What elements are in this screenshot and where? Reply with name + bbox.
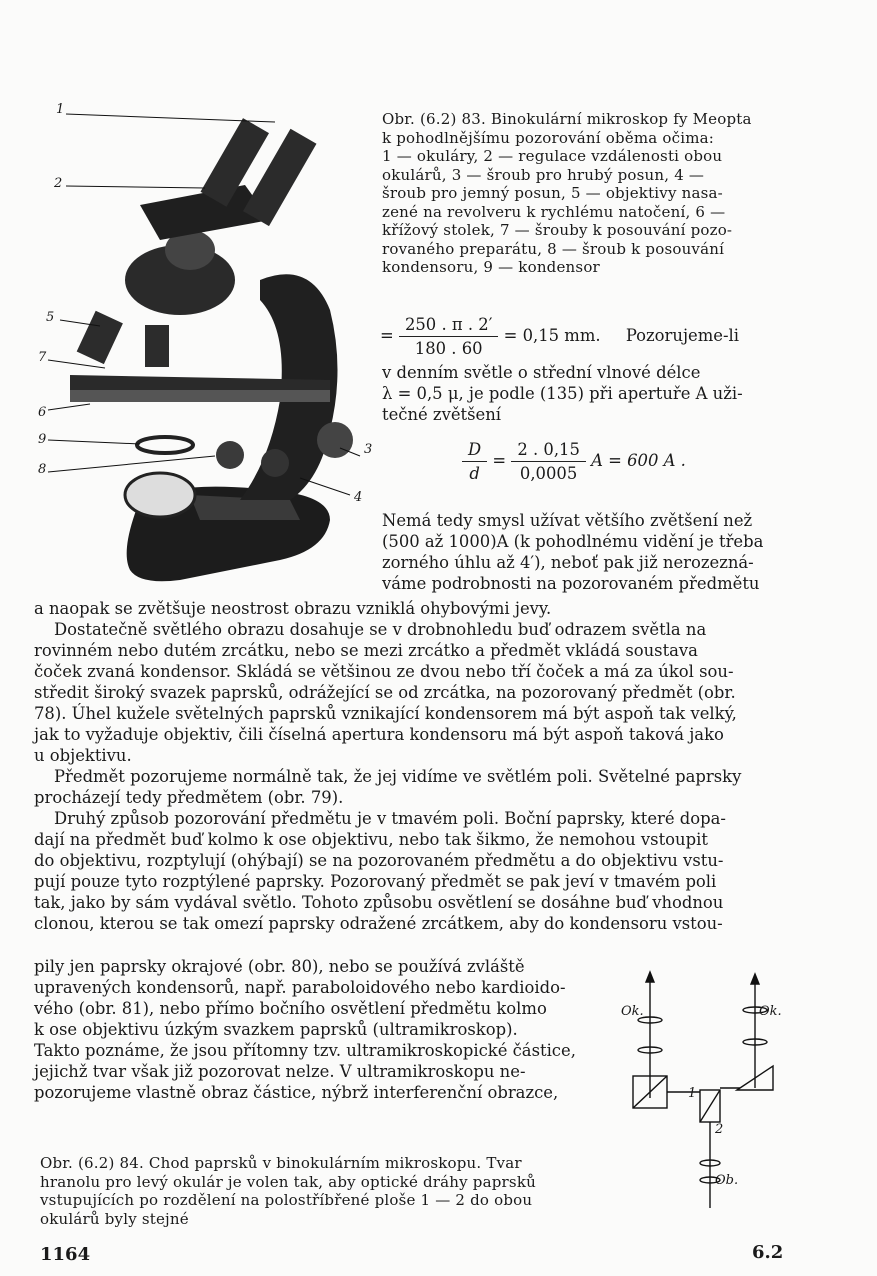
text-line: tečné zvětšení [382,405,502,424]
fig84-caption [40,1154,600,1228]
text-line: dají na předmět buď kolmo k ose objektivu, nebo tak šikmo, že nemohou vstoupit [34,830,708,849]
text-line: vého (obr. 81), nebo přímo bočního osvětlení předmětu kolmo [34,999,547,1018]
page-number: 1164 [40,1244,91,1265]
full-width-text [34,598,784,934]
fig83-caption [382,110,782,277]
fig84-label-ok-right: Ok. [759,1004,782,1019]
eq2-lhs-num: D [462,440,487,462]
microscope-figure [30,100,380,590]
optical-path-figure [615,968,815,1213]
fig83-label-6: 6 [38,405,47,420]
eq2-rhs [511,440,586,483]
eq1-numerator: 250 . π . 2′ [399,315,498,337]
text-line: a naopak se zvětšuje neostrost obrazu vzniklá ohybovými jevy. [34,599,552,618]
fig83-label-4: 4 [354,490,363,505]
caption-line: Obr. (6.2) 84. Chod paprsků v binokulárním mikroskopu. Tvar [40,1154,522,1172]
caption-line: 1 — okuláry, 2 — regulace vzdálenosti obou [382,147,723,165]
narrow-paragraph [382,510,782,594]
fig83-label-7: 7 [38,350,47,365]
text-line: rovinném nebo dutém zrcátku, nebo se mezi zrcátko a předmět vkládá soustava [34,641,698,660]
text-line: (500 až 1000)A (k pohodlnému vidění je třeba [382,532,764,551]
fig83-label-9: 9 [38,432,47,447]
text-line: středit široký svazek paprsků, odrážející se od zrcátka, na pozorovaný předmět (obr. [34,683,736,702]
eq2-rhs-den: 0,0005 [519,464,578,483]
eq1-denominator: 180 . 60 [414,339,483,358]
eq2-tail: A = 600 A . [591,451,686,470]
text-line: jejichž tvar však již pozorovat nelze. V ultramikroskopu ne- [34,1062,526,1081]
caption-line: šroub pro jemný posun, 5 — objektivy nasa- [382,184,723,202]
microscope-drawing [30,100,380,590]
equation-2: $\frac{D}{d}$ = $\frac{2 . 0,15}{0,0005}$ A = 600 A . [462,440,686,483]
section-number: 6.2 [752,1242,784,1263]
fig84-label-ok-left: Ok. [621,1004,644,1019]
text-line: pozorujeme vlastně obraz částice, nýbrž interferenční obrazce, [34,1083,559,1102]
text-line: Předmět pozorujeme normálně tak, že jej vidíme ve světlém poli. Světelné paprsky [54,767,742,786]
fig84-label-ob: Ob. [715,1173,739,1188]
text-line: zorného úhlu až 4′), neboť pak již nerozezná- [382,553,754,572]
text-line: k ose objektivu úzkým svazkem paprsků (ultramikroskop). [34,1020,518,1039]
text-line: pují pouze tyto rozptýlené paprsky. Pozorovaný předmět se pak jeví v tmavém poli [34,872,717,891]
caption-line: k pohodlnějšímu pozorování oběma očima: [382,128,715,147]
eq2-lhs [462,440,487,483]
text-line: Nemá tedy smysl užívat většího zvětšení než [382,511,753,530]
caption-line: křížový stolek, 7 — šrouby k posouvání pozo- [382,221,733,239]
equation-1: = $\frac{250 . \pi . 2'}{180 . 60}$ = 0,15 mm. Pozorujeme-li [380,315,739,358]
text-line: λ = 0,5 μ, je podle (135) při apertuře A uži- [382,384,743,403]
text-line: u objektivu. [34,746,132,765]
text-line: v denním světle o střední vlnové délce [382,363,701,382]
fig84-label-2: 2 [715,1122,724,1137]
wrap-paragraph [34,956,604,1103]
text-line: 78). Úhel kužele světelných paprsků vznikající kondensorem má být aspoň tak velký, [34,704,737,723]
eq1-tail: Pozorujeme-li [625,326,739,345]
caption-line: zené na revolveru k rychlému natočení, 6 — [382,202,726,221]
caption-line: Obr. (6.2) 83. Binokulární mikroskop fy Meopta [382,110,752,128]
text-line: Druhý způsob pozorování předmětu je v tmavém poli. Boční paprsky, které dopa- [54,809,726,828]
fig83-label-1: 1 [56,102,65,117]
text-line: tak, jako by sám vydával světlo. Tohoto způsobu osvětlení se dosáhne buď vhodnou [34,893,724,912]
eq1-fraction [399,315,498,358]
fig83-label-8: 8 [38,462,47,477]
caption-line: hranolu pro levý okulár je volen tak, aby optické dráhy paprsků [40,1172,536,1191]
eq1-result: = 0,15 mm. [503,326,601,345]
text-line: pily jen paprsky okrajové (obr. 80), nebo se používá zvláště [34,957,525,976]
text-line: procházejí tedy předmětem (obr. 79). [34,788,344,807]
text-after-eq1 [382,362,782,425]
text-line: clonou, kterou se tak omezí paprsky odražené zrcátkem, aby do kondensoru vstou- [34,914,723,933]
text-line: Dostatečně světlého obrazu dosahuje se v drobnohledu buď odrazem světla na [54,620,707,639]
caption-line: vstupujících po rozdělení na polostříbřené ploše 1 — 2 do obou [40,1191,533,1209]
fig83-label-2: 2 [54,176,63,191]
text-line: do objektivu, rozptylují (ohýbají) se na pozorovaném předmětu a do objektivu vstu- [34,851,724,870]
caption-line: kondensoru, 9 — kondensor [382,258,600,276]
text-line: Takto poznáme, že jsou přítomny tzv. ultramikroskopické částice, [34,1041,576,1060]
caption-line: rovaného preparátu, 8 — šroub k posouvání [382,239,725,258]
text-line: váme podrobnosti na pozorovaném předmětu [382,574,760,593]
fig83-label-3: 3 [364,442,373,457]
text-line: jak to vyžaduje objektiv, čili číselná apertura kondensoru má být aspoň taková jako [34,725,724,744]
caption-line: okulárů byly stejné [40,1209,189,1228]
text-line: čoček zvaná kondensor. Skládá se většinou ze dvou nebo tří čoček a má za úkol sou- [34,662,734,681]
caption-line: okulárů, 3 — šroub pro hrubý posun, 4 — [382,165,705,184]
eq2-lhs-den: d [469,464,480,483]
fig83-label-5: 5 [46,310,55,325]
eq2-rhs-num: 2 . 0,15 [511,440,586,462]
text-line: upravených kondensorů, např. paraboloidového nebo kardioido- [34,978,566,997]
fig84-label-1: 1 [688,1086,697,1101]
